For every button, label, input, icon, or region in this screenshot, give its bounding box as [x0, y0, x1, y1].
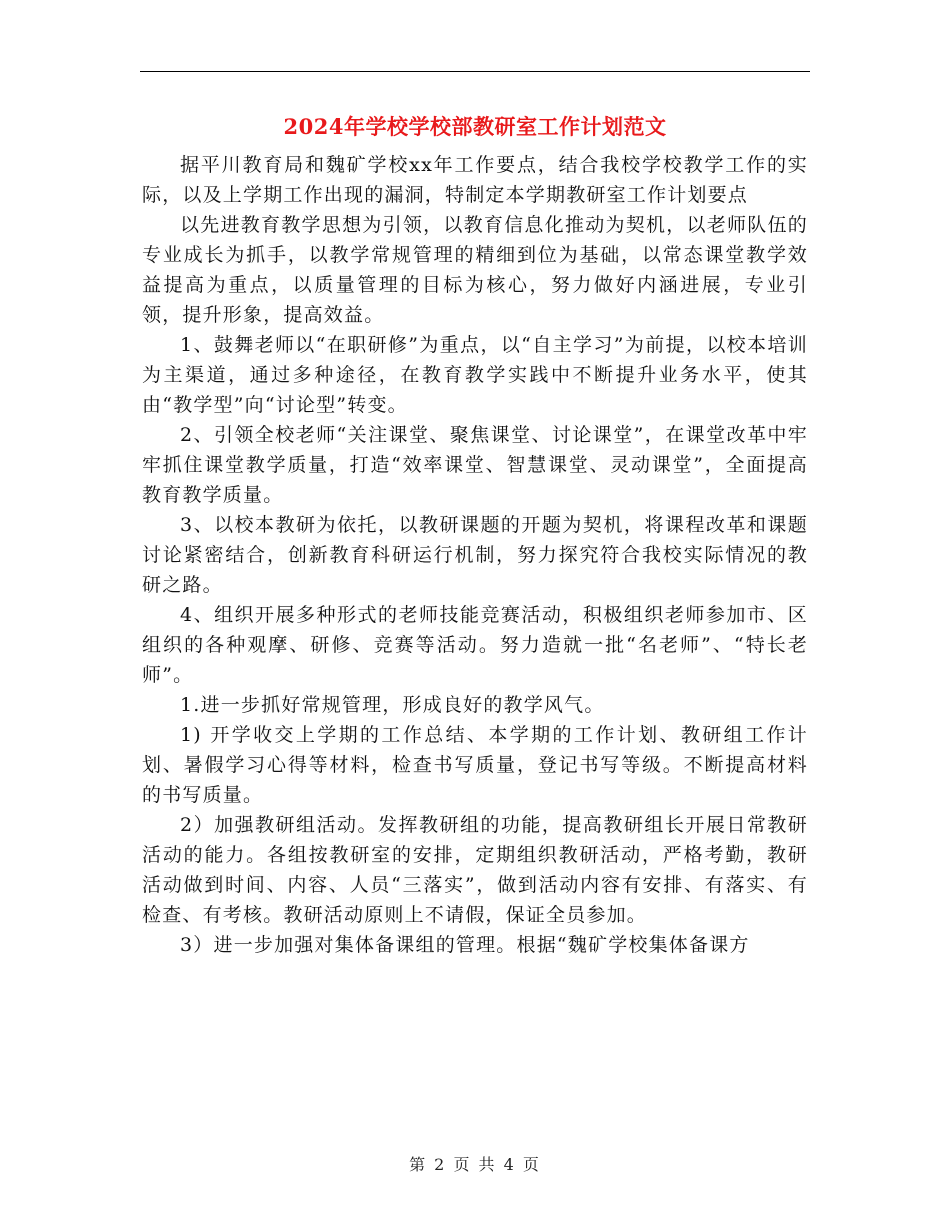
paragraph-item-2: 2）加强教研组活动。发挥教研组的功能，提高教研组长开展日常教研活动的能力。各组按教研室的安排，定期组织教研活动，严格考勤，教研活动做到时间、内容、人员“三落实”，做到活动内容有安排、有落实、有检查、有考核。教研活动原则上不请假，保证全员参加。 [142, 814, 808, 926]
paragraph-goal-1: 1、鼓舞老师以“在职研修”为重点，以“自主学习”为前提，以校本培训为主渠道，通过多种途径，在教育教学实践中不断提升业务水平，使其由“教学型”向“讨论型”转变。 [142, 334, 808, 416]
paragraph-item-1: 1) 开学收交上学期的工作总结、本学期的工作计划、教研组工作计划、暑假学习心得等材料，检查书写质量，登记书写等级。不断提高材料的书写质量。 [142, 724, 808, 806]
paragraph-intro: 据平川教育局和魏矿学校xx年工作要点，结合我校学校教学工作的实际，以及上学期工作出现的漏洞，特制定本学期教研室工作计划要点 [142, 154, 808, 206]
paragraph-section-heading: 1.进一步抓好常规管理，形成良好的教学风气。 [180, 694, 605, 716]
header-rule [140, 71, 810, 72]
paragraph-goal-3: 3、以校本教研为依托，以教研课题的开题为契机，将课程改革和课题讨论紧密结合，创新教育科研运行机制，努力探究符合我校实际情况的教研之路。 [142, 514, 808, 596]
document-body [142, 150, 808, 960]
paragraph-item-3: 3）进一步加强对集体备课组的管理。根据“魏矿学校集体备课方 [180, 934, 750, 956]
document-title: 2024年学校学校部教研室工作计划范文 [283, 114, 667, 139]
page-number: 第 2 页 共 4 页 [409, 1155, 541, 1174]
paragraph-guiding-idea: 以先进教育教学思想为引领，以教育信息化推动为契机，以老师队伍的专业成长为抓手，以教学常规管理的精细到位为基础，以常态课堂教学效益提高为重点，以质量管理的目标为核心，努力做好内涵进展，专业引领，提升形象，提高效益。 [142, 214, 808, 326]
paragraph-goal-2: 2、引领全校老师“关注课堂、聚焦课堂、讨论课堂”，在课堂改革中牢牢抓住课堂教学质量，打造“效率课堂、智慧课堂、灵动课堂”，全面提高教育教学质量。 [142, 424, 808, 506]
paragraph-goal-4: 4、组织开展多种形式的老师技能竞赛活动，积极组织老师参加市、区组织的各种观摩、研修、竞赛等活动。努力造就一批“名老师”、“特长老师”。 [142, 604, 808, 686]
